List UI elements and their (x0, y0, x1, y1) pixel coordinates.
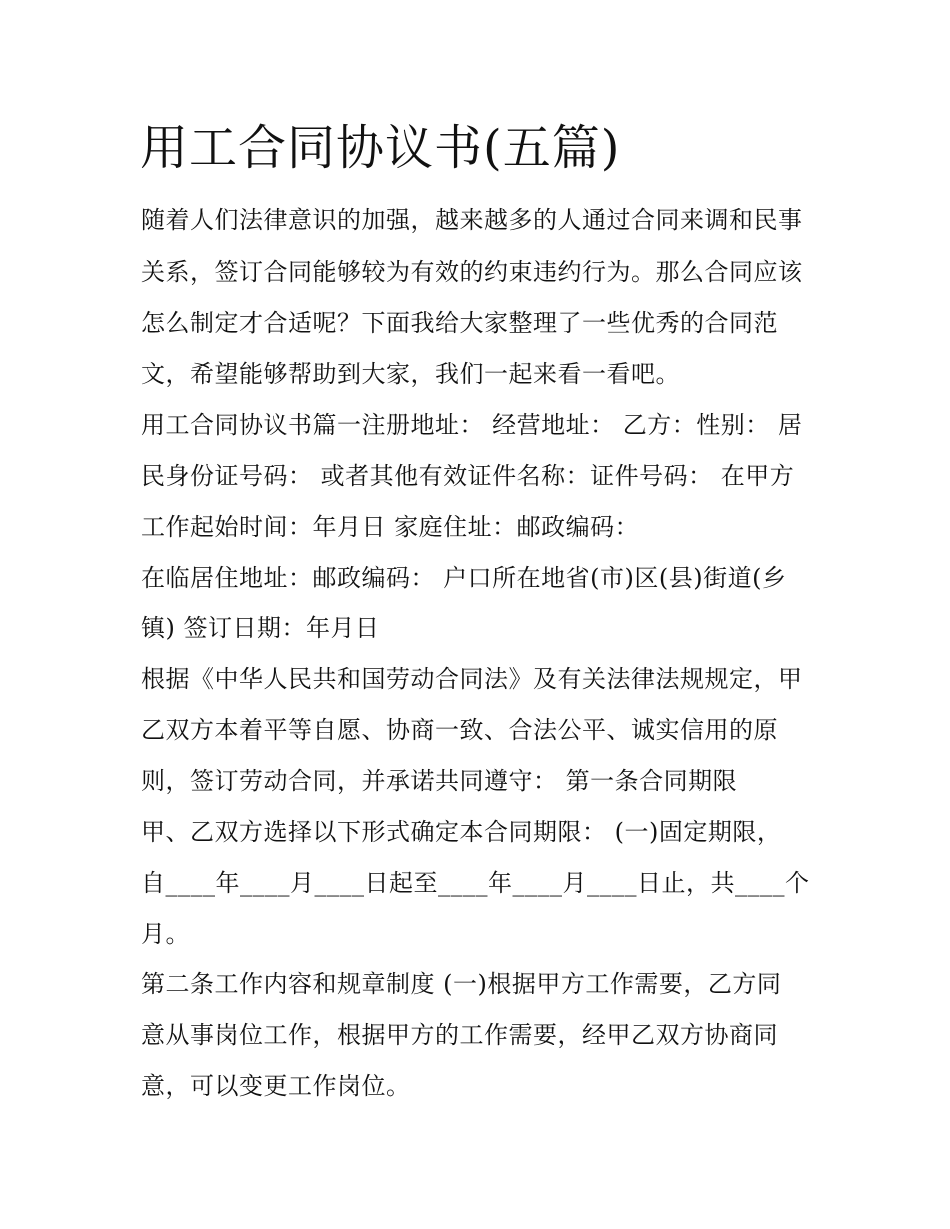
body-line: 则，签订劳动合同，并承诺共同遵守： 第一条合同期限 (141, 767, 738, 795)
body-line: 乙双方本着平等自愿、协商一致、合法公平、诚实信用的原 (141, 716, 778, 744)
document-title: 用工合同协议书(五篇) (140, 120, 621, 176)
body-line: 根据《中华人民共和国劳动合同法》及有关法律法规规定，甲 (141, 665, 803, 693)
body-line: 镇) 签订日期：年月日 (141, 614, 380, 642)
body-line: 民身份证号码： 或者其他有效证件名称：证件号码： 在甲方 (141, 462, 795, 490)
body-line: 甲、乙双方选择以下形式确定本合同期限： (一)固定期限， (141, 818, 782, 846)
body-line: 意，可以变更工作岗位。 (141, 1072, 411, 1100)
body-line: 用工合同协议书篇一注册地址： 经营地址： 乙方：性别： 居 (141, 411, 803, 439)
body-line: 自____年____月____日起至____年____月____日止，共____个 (141, 869, 810, 897)
body-line: 在临居住地址：邮政编码： 户口所在地省(市)区(县)街道(乡 (141, 564, 787, 592)
body-line: 文，希望能够帮助到大家，我们一起来看一看吧。 (141, 360, 680, 388)
body-line: 工作起始时间：年月日 家庭住址：邮政编码： (141, 513, 640, 541)
body-line: 怎么制定才合适呢？下面我给大家整理了一些优秀的合同范 (141, 309, 778, 337)
body-line: 关系，签订合同能够较为有效的约束违约行为。那么合同应该 (141, 258, 803, 286)
body-line: 月。 (141, 920, 190, 948)
body-line: 第二条工作内容和规章制度 (一)根据甲方工作需要，乙方同 (141, 970, 782, 998)
body-line: 意从事岗位工作，根据甲方的工作需要，经甲乙双方协商同 (141, 1021, 778, 1049)
body-line: 随着人们法律意识的加强，越来越多的人通过合同来调和民事 (141, 206, 803, 234)
